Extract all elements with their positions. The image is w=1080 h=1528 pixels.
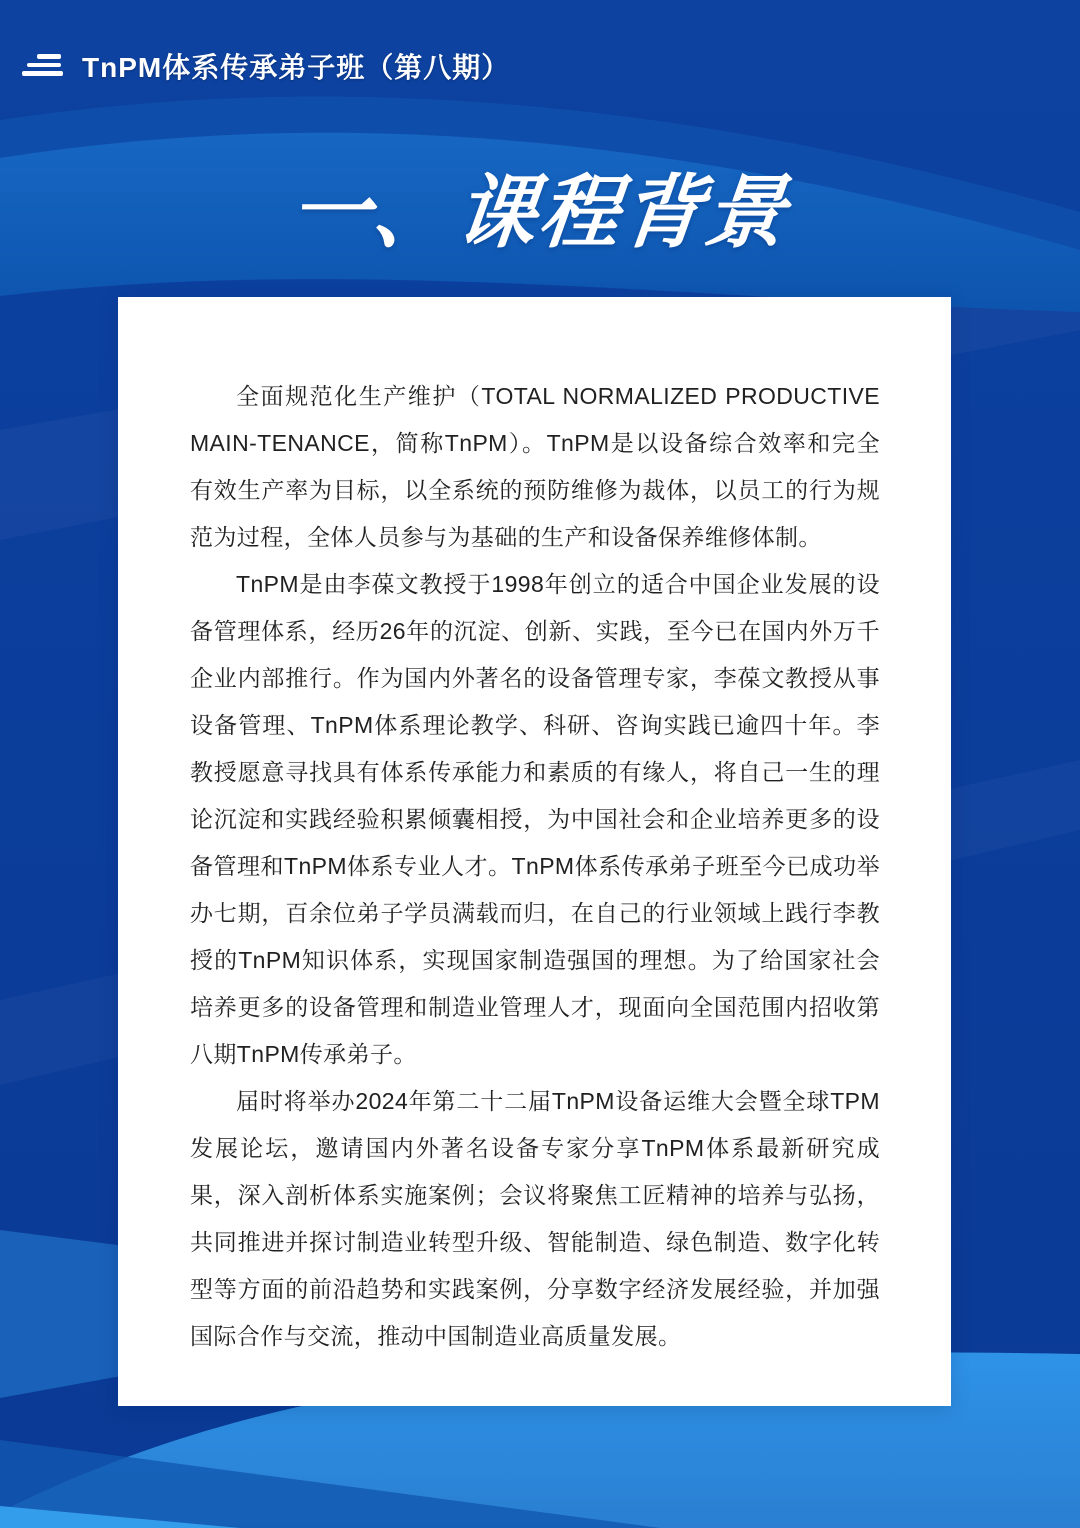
paragraph-history: TnPM是由李葆文教授于1998年创立的适合中国企业发展的设备管理体系，经历26年的沉淀、创新、实践，至今已在国内外万千企业内部推行。作为国内外著名的设备管理专家，李葆文教授从事设备管理、TnPM体系理论教学、科研、咨询实践已逾四十年。李教授愿意寻找具有体系传承能力和素质的有缘人，将自己一生的理论沉淀和实践经验积累倾囊相授，为中国社会和企业培养更多的设备管理和TnPM体系专业人才。TnPM体系传承弟子班至今已成功举办七期，百余位弟子学员满载而归，在自己的行业领域上践行李教授的TnPM知识体系，实现国家制造强国的理想。为了给国家社会培养更多的设备管理和制造业管理人才，现面向全国范围内招收第八期TnPM传承弟子。 — [190, 571, 880, 1067]
paragraph-overview: 全面规范化生产维护（TOTAL NORMALIZED PRODUCTIVE MAIN-TENANCE，简称TnPM）。TnPM是以设备综合效率和完全有效生产率为目标，以全系统的预防维修为裁体，以员工的行为规范为过程，全体人员参与为基础的生产和设备保养维修体制。 — [190, 383, 880, 550]
header — [22, 42, 1080, 90]
content-card — [118, 297, 951, 1406]
paragraph-conference: 届时将举办2024年第二十二届TnPM设备运维大会暨全球TPM发展论坛，邀请国内外著名设备专家分享TnPM体系最新研究成果，深入剖析体系实施案例；会议将聚焦工匠精神的培养与弘扬，共同推进并探讨制造业转型升级、智能制造、绿色制造、数字化转型等方面的前沿趋势和实践案例，分享数字经济发展经验，并加强国际合作与交流，推动中国制造业高质量发展。 — [190, 1088, 880, 1349]
header-title: TnPM体系传承弟子班（第八期） — [82, 52, 511, 83]
section-title: 一、课程背景 — [285, 168, 793, 257]
hamburger-lines-icon — [22, 53, 68, 79]
